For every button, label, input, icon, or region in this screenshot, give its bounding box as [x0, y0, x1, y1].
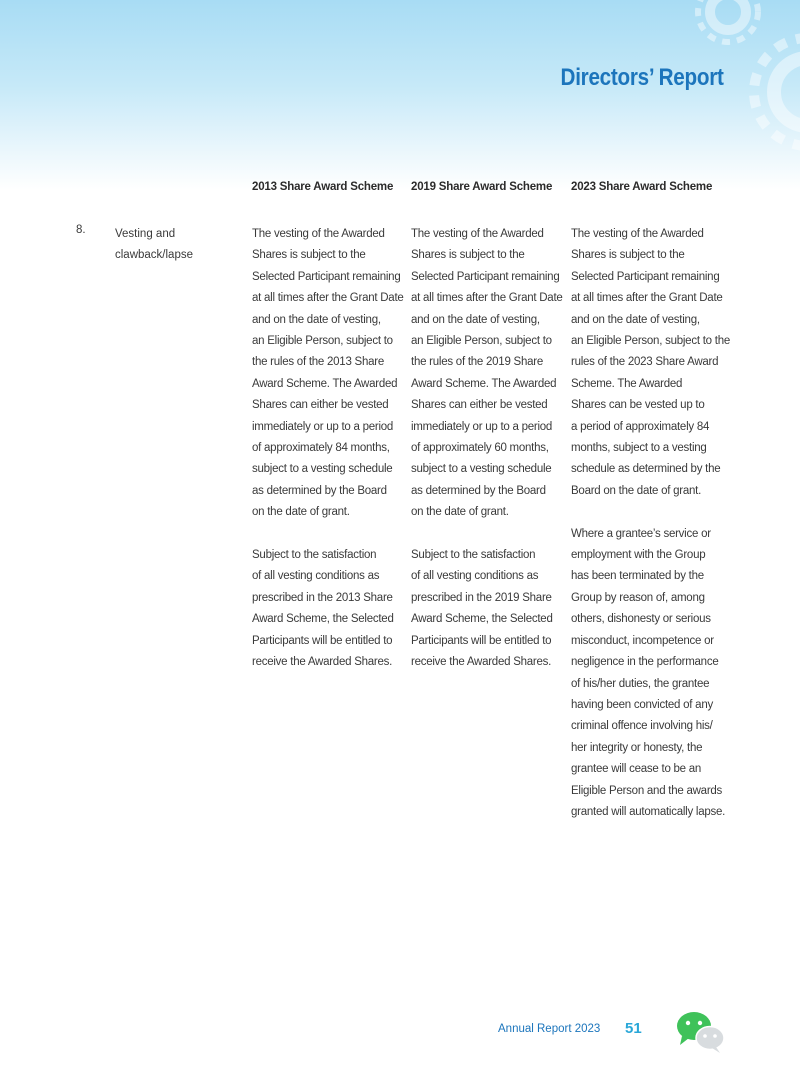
cell-2019-scheme	[411, 224, 569, 674]
cell-text-line: Selected Participant remaining	[252, 270, 401, 283]
cell-text-line: granted will automatically lapse.	[571, 805, 726, 818]
cell-text-line: the rules of the 2019 Share	[411, 356, 543, 369]
cell-text-line: Selected Participant remaining	[411, 270, 560, 283]
item-label	[115, 224, 215, 267]
cell-text-line: misconduct, incompetence or	[571, 634, 714, 647]
cell-text-line: employment with the Group	[571, 549, 706, 562]
page-number: 51	[625, 1020, 642, 1037]
cell-2023-scheme	[571, 224, 729, 823]
cell-text-line: The vesting of the Awarded	[571, 228, 704, 240]
cell-text-line: grantee will cease to be an	[571, 763, 702, 776]
cell-text-line: Participants will be entitled to	[252, 634, 393, 647]
cell-2013-scheme	[252, 224, 410, 674]
cell-text-line: of all vesting conditions as	[411, 570, 539, 583]
cell-text-line: Award Scheme, the Selected	[252, 613, 394, 626]
cell-text-line: at all times after the Grant Date	[252, 292, 404, 305]
cell-text-line: on the date of grant.	[252, 506, 350, 519]
cell-text-line: schedule as determined by the	[571, 463, 721, 476]
item-label-line: Vesting and	[115, 228, 176, 240]
cell-text-line: as determined by the Board	[411, 484, 546, 497]
cell-text-line: Scheme. The Awarded	[571, 377, 683, 390]
cell-text-line: Shares is subject to the	[252, 249, 366, 262]
cell-text-line: her integrity or honesty, the	[571, 741, 703, 754]
footer-report-label: Annual Report 2023	[498, 1023, 601, 1035]
paragraph-gap	[411, 524, 569, 545]
cell-text-line: criminal offence involving his/	[571, 720, 713, 733]
cell-text-line: Subject to the satisfaction	[411, 549, 536, 562]
cell-text-line: an Eligible Person, subject to	[411, 335, 552, 348]
cell-text-line: Shares can either be vested	[411, 399, 548, 412]
column-header-2019: 2019 Share Award Scheme	[411, 181, 553, 193]
wechat-icon	[672, 1008, 728, 1054]
cell-text-line: having been convicted of any	[571, 698, 713, 711]
cell-text-line: The vesting of the Awarded	[411, 228, 544, 240]
item-label-line: clawback/lapse	[115, 249, 193, 262]
paragraph-gap	[252, 524, 410, 545]
cell-text-line: Shares can either be vested	[252, 399, 389, 412]
cell-text-line: Shares can be vested up to	[571, 399, 705, 412]
cell-text-line: as determined by the Board	[252, 484, 387, 497]
cell-text-line: Selected Participant remaining	[571, 270, 720, 283]
cell-text-line: Award Scheme, the Selected	[411, 613, 553, 626]
cell-text-line: Subject to the satisfaction	[252, 549, 377, 562]
cell-text-line: an Eligible Person, subject to	[252, 335, 393, 348]
page-title: Directors’ Report	[560, 64, 724, 91]
cell-text-line: Eligible Person and the awards	[571, 784, 723, 797]
cell-text-line: rules of the 2023 Share Award	[571, 356, 719, 369]
cell-text-line: subject to a vesting schedule	[411, 463, 552, 476]
cell-text-line: and on the date of vesting,	[411, 313, 540, 326]
cell-text-line: immediately or up to a period	[411, 420, 553, 433]
cell-text-line: others, dishonesty or serious	[571, 613, 711, 626]
cell-text-line: Award Scheme. The Awarded	[252, 377, 398, 390]
column-header-2023: 2023 Share Award Scheme	[571, 181, 713, 193]
cell-text-line: immediately or up to a period	[252, 420, 394, 433]
cell-text-line: of approximately 84 months,	[252, 442, 390, 455]
cell-text-line: The vesting of the Awarded	[252, 228, 385, 240]
cell-text-line: Shares is subject to the	[411, 249, 525, 262]
cell-text-line: at all times after the Grant Date	[411, 292, 563, 305]
cell-text-line: Award Scheme. The Awarded	[411, 377, 557, 390]
cell-text-line: the rules of the 2013 Share	[252, 356, 384, 369]
cell-text-line: subject to a vesting schedule	[252, 463, 393, 476]
paragraph-gap	[571, 502, 729, 523]
cell-text-line: negligence in the performance	[571, 656, 719, 669]
cell-text-line: has been terminated by the	[571, 570, 704, 583]
item-number: 8.	[76, 224, 86, 236]
cell-text-line: and on the date of vesting,	[252, 313, 381, 326]
cell-text-line: an Eligible Person, subject to the	[571, 335, 730, 348]
cell-text-line: Participants will be entitled to	[411, 634, 552, 647]
cell-text-line: prescribed in the 2013 Share	[252, 591, 393, 604]
cell-text-line: of approximately 60 months,	[411, 442, 549, 455]
cell-text-line: of all vesting conditions as	[252, 570, 380, 583]
cell-text-line: a period of approximately 84	[571, 420, 710, 433]
cell-text-line: Group by reason of, among	[571, 591, 705, 604]
cell-text-line: receive the Awarded Shares.	[411, 656, 552, 669]
cell-text-line: prescribed in the 2019 Share	[411, 591, 552, 604]
cell-text-line: at all times after the Grant Date	[571, 292, 723, 305]
cell-text-line: on the date of grant.	[411, 506, 509, 519]
cell-text-line: receive the Awarded Shares.	[252, 656, 393, 669]
cell-text-line: months, subject to a vesting	[571, 442, 707, 455]
cell-text-line: of his/her duties, the grantee	[571, 677, 710, 690]
cell-text-line: Where a grantee’s service or	[571, 527, 711, 540]
cell-text-line: Board on the date of grant.	[571, 484, 702, 497]
cell-text-line: and on the date of vesting,	[571, 313, 700, 326]
column-header-2013: 2013 Share Award Scheme	[252, 181, 394, 193]
cell-text-line: Shares is subject to the	[571, 249, 685, 262]
gear-decoration-icon	[0, 0, 800, 190]
